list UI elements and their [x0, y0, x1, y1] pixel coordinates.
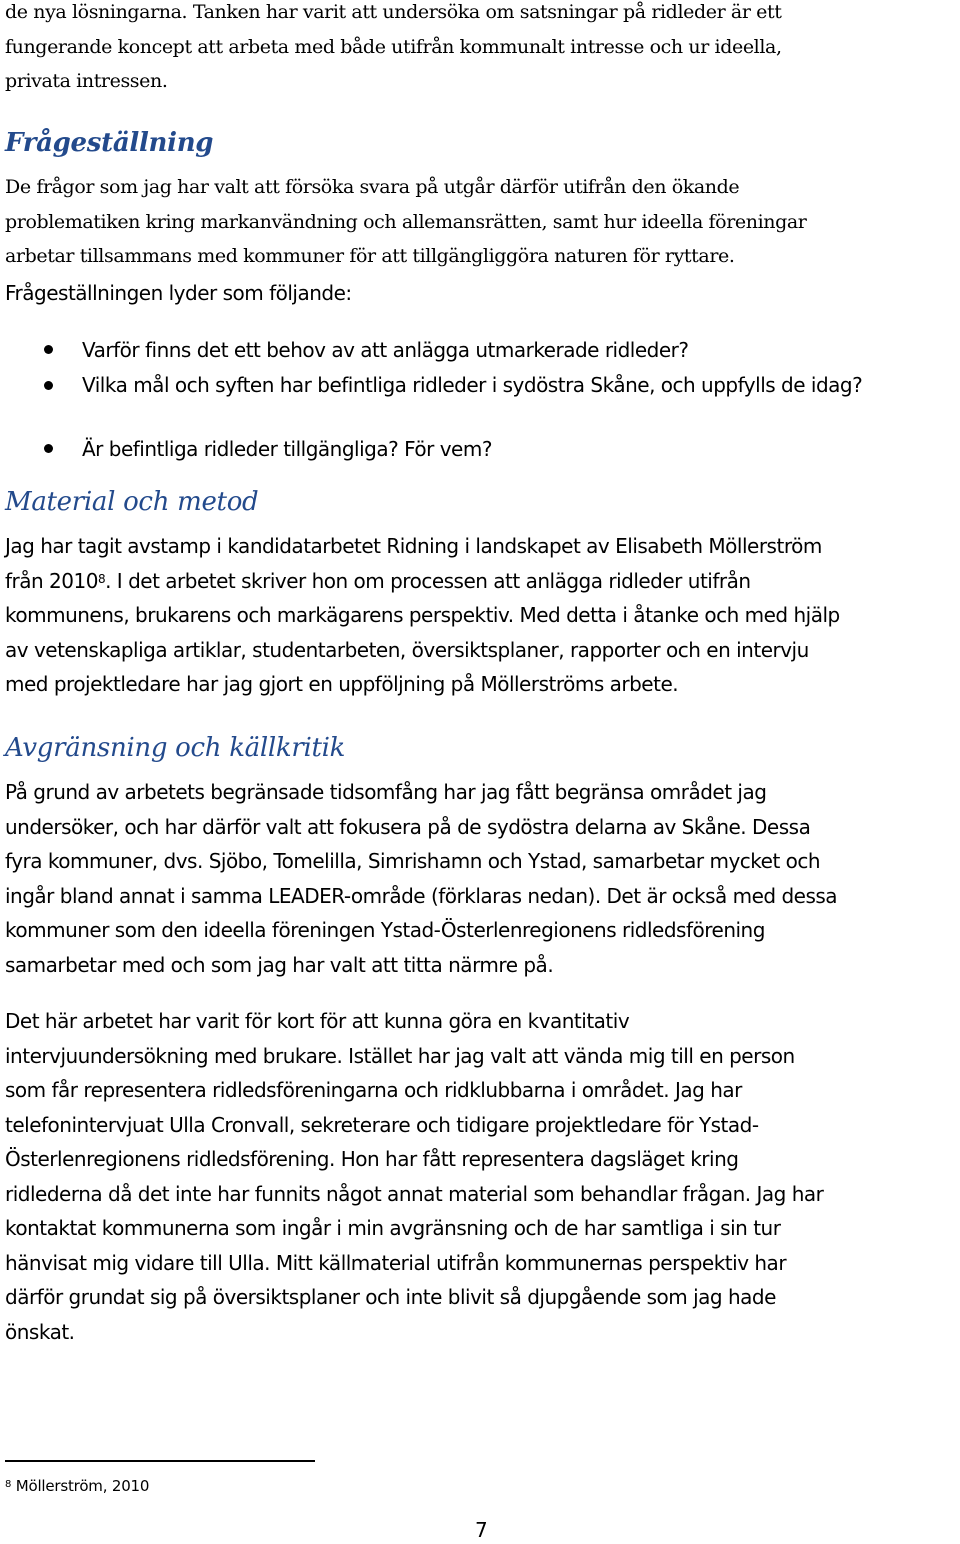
section-heading-material: Material och metod	[5, 487, 259, 517]
avgransning-paragraph-2	[5, 1004, 955, 1349]
text-line: ingår bland annat i samma LEADER-område (förklaras nedan). Det är också med dessa	[5, 883, 838, 908]
text-line: fungerande koncept att arbeta med både utifrån kommunalt intresse och ur ideella,	[5, 35, 782, 58]
text-line: kontaktat kommunerna som ingår i min avgränsning och de har samtliga i sin tur	[5, 1216, 781, 1240]
bullet-icon	[44, 381, 53, 390]
list-item	[5, 333, 925, 368]
text-line: privata intressen.	[5, 70, 168, 92]
footnote-text: Möllerström, 2010	[11, 1477, 150, 1495]
text-line: önskat.	[5, 1319, 75, 1344]
text-line: telefonintervjuat Ulla Cronvall, sekreterare och tidigare projektledare för Ystad-	[5, 1112, 759, 1137]
material-paragraph	[5, 529, 955, 702]
footnote-number: 8	[5, 1479, 12, 1490]
question-list	[5, 333, 925, 466]
text-line: undersöker, och har därför valt att fokusera på de sydöstra delarna av Skåne. Dessa	[5, 814, 811, 839]
text-line: intervjuundersökning med brukare. Istället har jag valt att vända mig till en person	[5, 1043, 795, 1068]
bullet-icon	[44, 444, 53, 453]
text-line: Österlenregionens ridledsförening. Hon har fått representera dagsläget kring	[5, 1147, 739, 1171]
text-line: Jag har tagit avstamp i kandidatarbetet Ridning i landskapet av Elisabeth Möllerström	[5, 534, 822, 558]
page-number: 7	[475, 1518, 488, 1542]
text-line: därför grundat sig på översiktsplaner och inte blivit så djupgående som jag hade	[5, 1285, 776, 1309]
text-line: kommuner som den ideella föreningen Ystad-Österlenregionens ridledsförening	[5, 918, 765, 942]
footnote-reference[interactable]: 8	[97, 571, 106, 586]
text-line: arbetar tillsammans med kommuner för att tillgängliggöra naturen för ryttare.	[5, 245, 735, 267]
bullet-icon	[44, 345, 53, 354]
text-fragment: . I det arbetet skriver hon om processen att anlägga ridleder utifrån	[105, 568, 751, 593]
text-line: som får representera ridledsföreningarna och ridklubbarna i området. Jag har	[5, 1078, 742, 1102]
question-text: Varför finns det ett behov av att anlägga utmarkerade ridleder?	[82, 338, 689, 362]
list-item	[5, 432, 925, 467]
section-heading-fragestallning: Frågeställning	[5, 128, 214, 158]
text-line-with-footnote	[5, 564, 955, 599]
intro-paragraph	[5, 0, 955, 99]
text-line: samarbetar med och som jag har valt att titta närmre på.	[5, 952, 554, 977]
text-line: kommunens, brukarens och markägarens perspektiv. Med detta i åtanke och med hjälp	[5, 603, 840, 627]
text-line: De frågor som jag har valt att försöka svara på utgår därför utifrån den ökande	[5, 176, 740, 198]
question-text: Är befintliga ridleder tillgängliga? För vem?	[82, 436, 492, 461]
text-line: av vetenskapliga artiklar, studentarbeten, översiktsplaner, rapporter och en intervju	[5, 637, 809, 662]
text-line: ridlederna då det inte har funnits något annat material som behandlar frågan. Jag har	[5, 1181, 824, 1206]
text-line: hänvisat mig vidare till Ulla. Mitt källmaterial utifrån kommunernas perspektiv har	[5, 1250, 787, 1275]
section-heading-avgransning: Avgränsning och källkritik	[5, 733, 346, 763]
question-text: Vilka mål och syften har befintliga ridleder i sydöstra Skåne, och uppfylls de idag?	[82, 372, 863, 397]
text-line: På grund av arbetets begränsade tidsomfång har jag fått begränsa området jag	[5, 780, 767, 804]
footnote-separator	[5, 1460, 315, 1462]
list-item	[5, 368, 925, 432]
avgransning-paragraph-1	[5, 775, 955, 982]
fragestallning-intro-line: Frågeställningen lyder som följande:	[5, 281, 352, 305]
text-line: problematiken kring markanvändning och allemansrätten, samt hur ideella föreningar	[5, 210, 807, 233]
text-line: de nya lösningarna. Tanken har varit att undersöka om satsningar på ridleder är ett	[5, 1, 782, 23]
text-fragment: från 2010	[5, 568, 98, 593]
text-line: med projektledare har jag gjort en uppföljning på Möllerströms arbete.	[5, 672, 679, 696]
fragestallning-paragraph	[5, 170, 955, 274]
text-line: fyra kommuner, dvs. Sjöbo, Tomelilla, Simrishamn och Ystad, samarbetar mycket och	[5, 849, 821, 873]
footnote	[5, 1473, 149, 1499]
text-line: Det här arbetet har varit för kort för att kunna göra en kvantitativ	[5, 1009, 630, 1033]
